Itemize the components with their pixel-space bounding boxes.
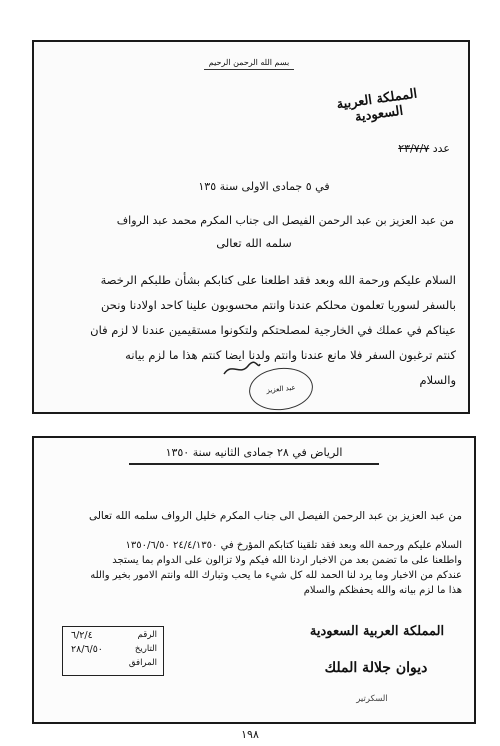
body-line: والسلام — [419, 373, 456, 387]
basmala — [204, 58, 294, 70]
registry-stamp-box — [62, 626, 164, 676]
stamp-date-label: التاريخ — [134, 644, 157, 654]
letter-one — [32, 40, 470, 414]
body-line: السلام عليكم ورحمة الله وبعد فقد تلقينا كتابكم المؤرخ في ٢٤/٤/١٣٥٠ ١٣٥٠/٦/٥٠ — [125, 540, 462, 551]
signature-flourish-icon — [222, 360, 262, 378]
stamp-date-value: ٢٨/٦/٥٠ — [71, 644, 103, 655]
letter-two-body — [48, 538, 462, 598]
secretary-label: السكرتير — [356, 694, 388, 704]
reference-number — [230, 142, 450, 155]
letter-one-date: في ٥ جمادى الاولى سنة ١٣٥ — [198, 180, 330, 193]
body-line: هذا ما لزم بيانه والله يحفظكم والسلام — [303, 585, 462, 596]
reference-label: عدد — [432, 142, 450, 155]
letter-one-addressee: من عبد العزيز بن عبد الرحمن الفيصل الى جناب المكرم محمد عبد الرواف — [116, 214, 454, 227]
header-rule — [129, 463, 379, 465]
page-number: ١٩٨ — [241, 728, 259, 741]
stamp-number-value: ٦/٢/٤ — [71, 630, 93, 641]
kingdom-emblem-text: المملكة العربية السعودية — [309, 624, 445, 639]
basmala-text: بسم الله الرحمن الرحيم — [208, 58, 290, 67]
body-line: عيناكم في عملك في الخارجية لمصلحتكم ولتكونوا مستقيمين عندنا لا لزم فان — [90, 323, 456, 337]
body-line: كنتم ترغبون السفر فلا مانع عندنا وانتم ولدنا ايضا كنتم هذا ما لزم بيانه — [125, 348, 456, 362]
basmala-underline — [204, 69, 294, 70]
stamp-attachments-label: المرافق — [128, 658, 157, 668]
body-line: واطلعنا على ما تضمن بعد من الاخبار اردنا الله فيكم ولا تزالون على الدوام بما يستجد — [112, 555, 462, 566]
stamp-number-label: الرقم — [137, 630, 157, 640]
letter-two-date: الرياض في ٢٨ جمادى الثانيه سنة ١٣٥٠ — [165, 446, 343, 459]
kingdom-emblem-text: المملكة العربية السعودية — [335, 86, 419, 126]
letter-two-header — [114, 446, 394, 465]
letter-two — [32, 436, 476, 724]
seal-text: عبد العزيز — [266, 383, 297, 395]
royal-court-title: ديوان جلالة الملك — [324, 660, 428, 676]
reference-value: ٢٣/٧/٧ — [398, 142, 430, 155]
body-line: عندكم من الاخبار وما يرد لنا الحمد لله كل شيء ما يحب وتبارك الله وانتم الامور بخير والله — [90, 570, 462, 581]
letter-two-addressee: من عبد العزيز بن عبد الرحمن الفيصل الى جناب المكرم خليل الرواف سلمه الله تعالى — [88, 510, 462, 522]
body-line: السلام عليكم ورحمة الله وبعد فقد اطلعنا على كتابكم بشأن طلبكم الرخصة — [100, 273, 456, 287]
letter-one-greeting: سلمه الله تعالى — [216, 236, 292, 250]
body-line: بالسفر لسوريا تعلمون محلكم عندنا وانتم محسوبون علينا كاحد اولادنا ونحن — [101, 298, 456, 312]
